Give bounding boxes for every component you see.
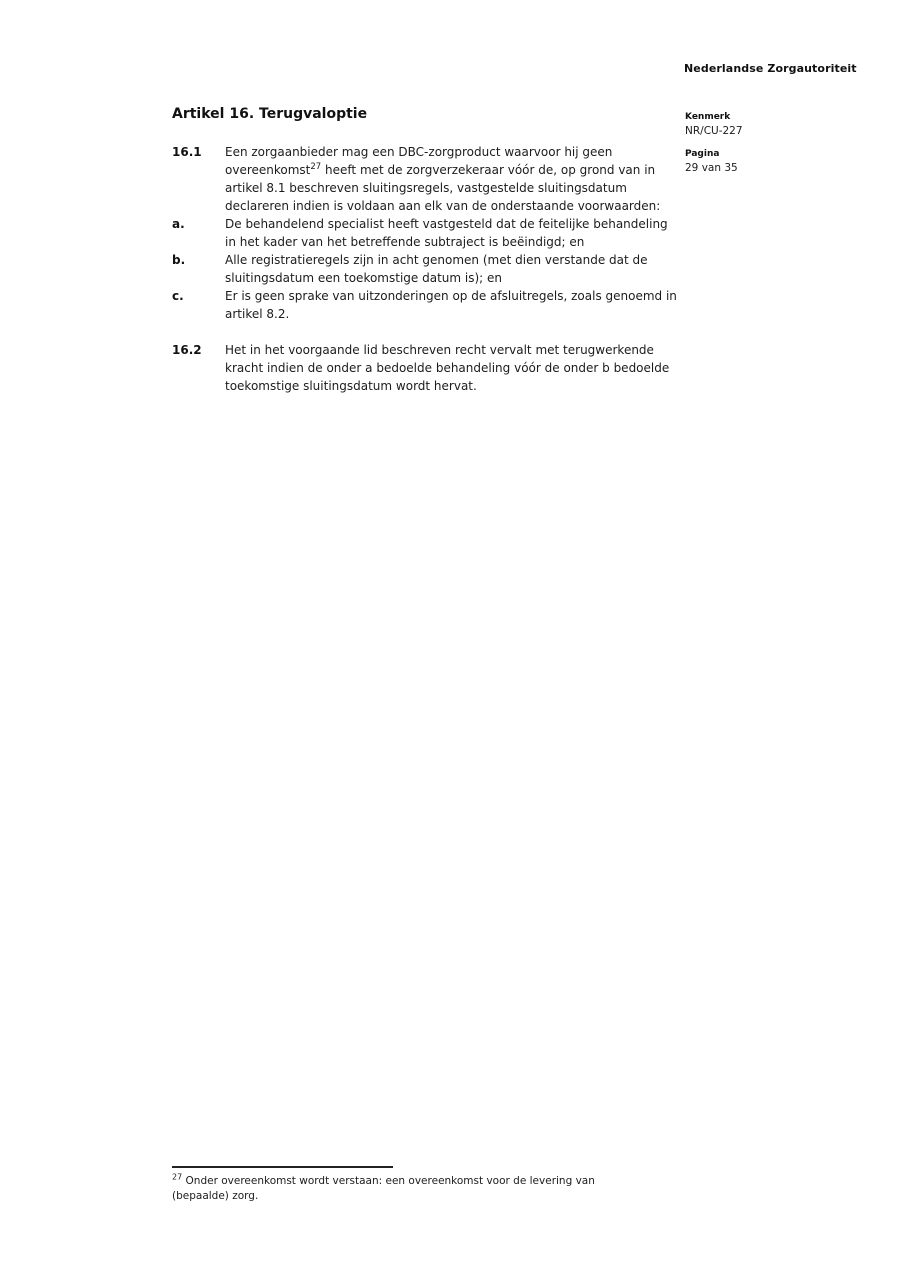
sub-item-a: [172, 215, 680, 251]
pagina-label: Pagina: [685, 149, 720, 159]
clause-number: 16.1: [172, 145, 202, 159]
sub-item-c: [172, 287, 680, 323]
page-number: 29 van 35: [685, 162, 738, 174]
clause-16-1: [172, 143, 680, 215]
sub-item-label: a.: [172, 217, 185, 231]
clause-number: 16.2: [172, 343, 202, 357]
clause-text-part1: Een zorgaanbieder mag een DBC-zorgproduct waarvoor hij geen overeenkomst: [225, 145, 613, 177]
footnote-body: Onder overeenkomst wordt verstaan: een overeenkomst voor de levering van (bepaalde) zorg.: [172, 1175, 595, 1202]
clause-text: Het in het voorgaande lid beschreven recht vervalt met terugwerkende kracht indien de onder a bedoelde behandeling vóór de onder b bedoelde toekomstige sluitingsdatum wordt hervat.: [225, 343, 670, 393]
footnote-text: [172, 1174, 650, 1204]
meta-pagina: [685, 149, 835, 174]
sub-item-text: Alle registratieregels zijn in acht genomen (met dien verstande dat de sluitingsdatum een toekomstige datum is); en: [225, 253, 648, 285]
clause-16-2: [172, 341, 680, 395]
sub-item-b: [172, 251, 680, 287]
footnote-number: 27: [172, 1172, 183, 1182]
sub-item-text: Er is geen sprake van uitzonderingen op de afsluitregels, zoals genoemd in artikel 8.2.: [225, 289, 677, 321]
organisation-name: Nederlandse Zorgautoriteit: [684, 62, 857, 75]
clause-text: [225, 143, 680, 215]
paragraph-spacer: [172, 323, 680, 341]
sub-item-label: c.: [172, 289, 184, 303]
footnote-block: [172, 1166, 650, 1204]
sub-item-label: b.: [172, 253, 186, 267]
article-title: Artikel 16. Terugvaloptie: [172, 106, 368, 122]
page-meta: [685, 112, 835, 186]
kenmerk-label: Kenmerk: [685, 112, 731, 122]
clause-text-part2: heeft met de zorgverzekeraar vóór de, op grond van in artikel 8.1 beschreven sluitingsregels, vastgestelde sluitingsdatum declareren indien is voldaan aan elk van de onderstaande voorwaarden:: [225, 163, 661, 213]
meta-kenmerk: [685, 112, 835, 137]
sub-item-text: De behandelend specialist heeft vastgesteld dat de feitelijke behandeling in het kader van het betreffende subtraject is beëindigd; en: [225, 217, 668, 249]
kenmerk-value: NR/CU-227: [685, 125, 743, 137]
article-body: [172, 106, 680, 395]
footnote-divider: [172, 1166, 393, 1168]
footnote-reference: 27: [310, 162, 322, 172]
